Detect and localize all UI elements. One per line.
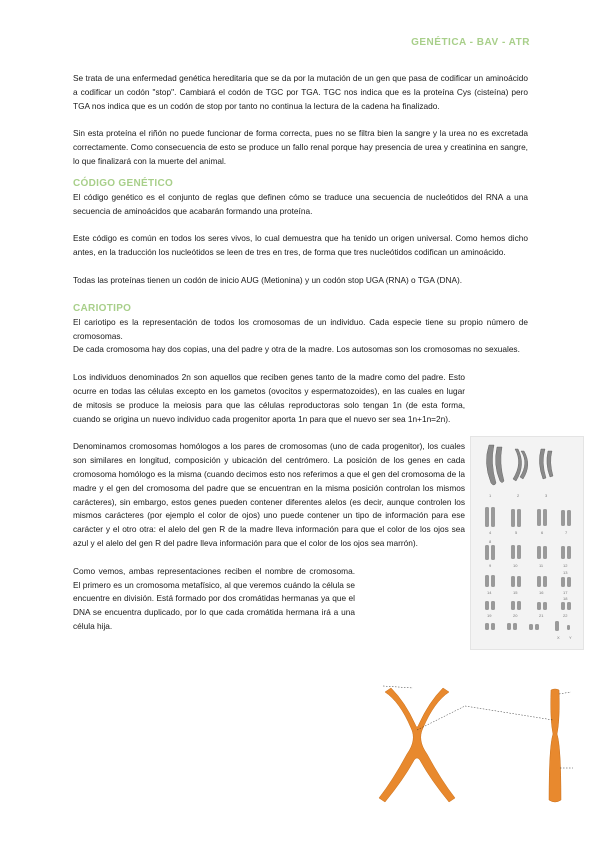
karyotype-label: 11	[539, 563, 544, 568]
karyotype-label: 8	[489, 539, 492, 544]
karyotype-label: 2	[517, 493, 520, 498]
karyotype-label: 13	[563, 570, 568, 575]
karyotype-label: 12	[563, 563, 568, 568]
karyotype-label: 1	[489, 493, 492, 498]
karyotype-label: 14	[487, 590, 492, 595]
karyotype-image	[470, 436, 584, 650]
paragraph-8: Los individuos denominados 2n son aquellos que reciben genes tanto de la madre como del padre. Esto ocurre en todas las células excepto en los gametos (ovocitos y espermatozoides), en las cuales en lugar de mitosis se produce la meiosis para que las células reproductoras solo tengan 1n (de esta forma, cuando se origina un nuevo individuo cada progenitor aporta 1n para que el nuevo ser sea 1n+1n=2n).	[73, 372, 465, 424]
karyotype-label: 20	[513, 613, 518, 618]
karyotype-label: 15	[513, 590, 518, 595]
karyotype-label: 17	[563, 590, 568, 595]
karyotype-label: X	[557, 635, 560, 640]
chromosome-diagram	[355, 650, 600, 820]
karyotype-label: 19	[487, 613, 492, 618]
document-body	[73, 72, 528, 634]
chromosome-drawing	[355, 650, 600, 820]
karyotype-label: 10	[513, 563, 518, 568]
karyotype-label: 6	[541, 530, 544, 535]
paragraph-7: De cada cromosoma hay dos copias, una del padre y otra de la madre. Los autosomas son los cromosomas no sexuales.	[73, 344, 520, 355]
karyotype-label: Y	[569, 635, 572, 640]
paragraph-1: Se trata de una enfermedad genética hereditaria que se da por la mutación de un gen que pasa de codificar un aminoácido a codificar un codón "stop". Cambiará el codón de TGC por TGA. TGC nos indica que es la proteína Cys (cisteína) pero TGA nos indica que es un codón de stop por tanto no continua la lectura de la cadena ha finalizado.	[73, 73, 528, 111]
heading-codigo-genetico: CÓDIGO GENÉTICO	[73, 177, 174, 189]
karyotype-label: 21	[539, 613, 544, 618]
paragraph-9: Denominamos cromosomas homólogos a los pares de cromosomas (uno de cada progenitor), los cuales son similares en longitud, composición y ubicación del centrómero. La posición de los genes en cada cromosoma homólogo es la misma (cuando decimos esto nos referimos a que el gen del cromosoma de la madre y el gen del cromosoma del padre que se encuentran en la misma posición controlan los mismos carácteres), sin embargo, estos genes pueden contener diferentes alelos (es decir, aunque controlen los mismos carácteres (por ejemplo el color de ojos) uno puede contener un tipo de información para ese carácter y el otro otra: el alelo del gen R de la madre lleva información para que el color de los ojos sea azul y el alelo del gen R del padre lleva información para que el color de los ojos sea marrón).	[73, 441, 465, 548]
heading-cariotipo: CARIOTIPO	[73, 302, 132, 314]
karyotype-label: 7	[565, 530, 568, 535]
paragraph-10: Como vemos, ambas representaciones reciben el nombre de cromosoma. El primero es un cromosoma metafísico, al que veremos cuándo la célula se encuentre en división. Está formado por dos cromátidas hermanas ya que el DNA se encuentra duplicado, por lo que cada cromátida hermana irá a una célula hija.	[73, 565, 355, 631]
paragraph-5: Todas las proteínas tienen un codón de inicio AUG (Metionina) y un codón stop UGA (RNA) o TGA (DNA).	[73, 274, 463, 285]
paragraph-4: Este código es común en todos los seres vivos, lo cual demuestra que ha tenido un origen universal. Como hemos dicho antes, en la traducción los nucleótidos se leen de tres en tres, de forma que tres nucleótidos codifican un aminoácido.	[73, 233, 528, 258]
paragraph-6: El cariotipo es la representación de todos los cromosomas de un individuo. Cada especie tiene su propio número de cromosomas.	[73, 316, 528, 341]
paragraph-2: Sin esta proteína el riñón no puede funcionar de forma correcta, pues no se filtra bien la sangre y la urea no es excretada correctamente. Como consecuencia de esto se produce un fallo renal porque hay presencia de urea y creatinina en sangre, lo que finalizará con la muerte del animal.	[73, 128, 528, 166]
karyotype-label: 3	[545, 493, 548, 498]
page-header: GENÉTICA - BAV - ATR	[411, 37, 530, 48]
karyotype-label: 4	[489, 530, 492, 535]
karyotype-label: 18	[563, 596, 568, 601]
karyotype-label: 22	[563, 613, 568, 618]
karyotype-label: 9	[489, 563, 492, 568]
karyotype-label: 16	[539, 590, 544, 595]
karyotype-label: 5	[515, 530, 518, 535]
paragraph-3: El código genético es el conjunto de reglas que definen cómo se traduce una secuencia de nucleótidos del RNA a una secuencia de aminoácidos que acabarán formando una proteína.	[73, 191, 528, 216]
